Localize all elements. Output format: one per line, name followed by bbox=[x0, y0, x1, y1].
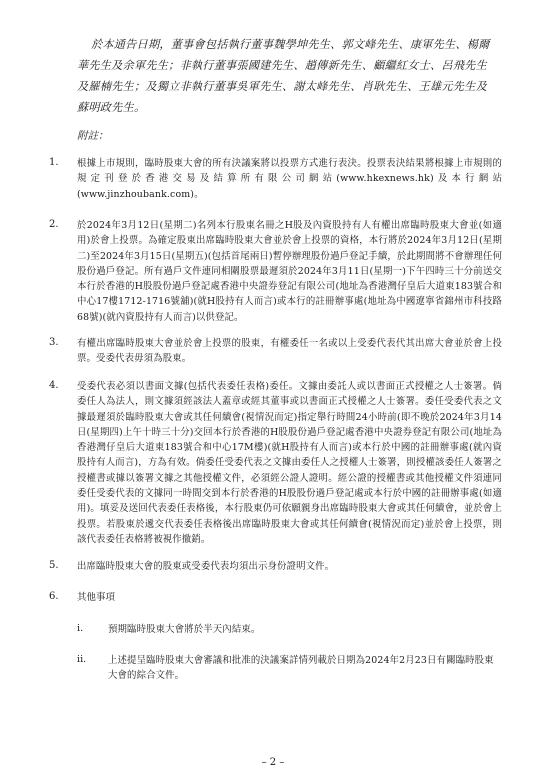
note-text: 有權出席臨時股東大會並於會上投票的股東，有權委任一名或以上受委代表代其出席大會並於會上投票。受委代表毋須為股東。 bbox=[77, 338, 502, 365]
subnote-text: 預期臨時股東大會將於半天內結束。 bbox=[108, 624, 261, 635]
note-text: 於2024年3月12日(星期二)名列本行股東名冊之H股及內資股持有人有權出席臨時股東大會並(如適用)於會上投票。為確定股東出席臨時股東大會並於會上投票的資格，本行將於2024年3月12日(星期二)至2024年3月15日(星期五)(包括首尾兩日)暫停辦理股份過戶登記手續，於此期間將不會辦理任何股份過戶登記。所有過戶文件連同相關股票最遲須於2024年3月11日(星期一)下午四時三十分前送交本行於香港的H股股份過戶登記處香港中央證券登記有限公司(地址為香港灣仔皇后大道東183號合和中心17樓1712-1716號舖)(就H股持有人而言)或本行的註冊辦事處(地址為中國遼寧省錦州市科技路68號)(就內資股持有人而言)以供登記。 bbox=[77, 220, 502, 323]
note-number: 3. bbox=[49, 337, 59, 348]
note-text: 根據上市規則，臨時股東大會的所有決議案將以投票方式進行表決。投票表決結果將根據上市規則的規定刊登於香港交易及結算所有限公司網站(www.hkexnews.hk)及本行網站(www.jinzhoubank.com)。 bbox=[77, 158, 502, 200]
note-text: 出席臨時股東大會的股東或受委代表均須出示身份證明文件。 bbox=[77, 561, 335, 572]
note-number: 2. bbox=[49, 219, 59, 230]
note-number: 1. bbox=[49, 157, 59, 168]
note-number: 6. bbox=[49, 591, 59, 602]
note-number: 5. bbox=[49, 560, 59, 571]
notes-heading: 附註： bbox=[77, 130, 109, 142]
board-composition-paragraph: 於本通告日期，董事會包括執行董事魏學坤先生、郭文峰先生、康軍先生、楊爾華先生及余軍先生；非執行董事張國建先生、趙傳新先生、顧繼紅女士、呂飛先生及羅楠先生；及獨立非執行董事吳軍先生、謝太峰先生、肖耿先生、王雄元先生及蘇明政先生。 bbox=[77, 38, 490, 114]
subnote-text: 上述提呈臨時股東大會審議和批准的決議案詳情列載於日期為2024年2月23日有關臨時股東大會的綜合文件。 bbox=[108, 655, 494, 682]
note-number: 4. bbox=[49, 380, 59, 391]
page-number: – 2 – bbox=[261, 757, 285, 768]
note-text: 受委代表必須以書面文據(包括代表委任表格)委任。文據由委託人或以書面正式授權之人士簽署。倘委任人為法人，則文據須經該法人蓋章或經其董事或以書面正式授權之人士簽署。委任受委代表之文據最遲須於臨時股東大會或其任何續會(視情況而定)指定舉行時間24小時前(即不晚於2024年3月14日(星期四)上午十時三十分)交回本行於香港的H股股份過戶登記處香港中央證券登記有限公司(地址為香港灣仔皇后大道東183號合和中心17M樓)(就H股持有人而言)或本行於中國的註冊辦事處(就內資股持有人而言)，方為有效。倘委任受委代表之文據由委任人之授權人士簽署，則授權該委任人簽署之授權書或據以簽署文據之其他授權文件，必須經公證人證明。經公證的授權書或其他授權文件須連同委任受委代表的文據同一時間交到本行於香港的H股股份過戶登記處或本行於中國的註冊辦事處(如適用)。填妥及送回代表委任表格後，本行股東仍可依願親身出席臨時股東大會或其任何續會，並於會上投票。若股東於遞交代表委任表格後出席臨時股東大會或其任何續會(視情況而定)並於會上投票，則該代表委任表格將被視作撤銷。 bbox=[77, 381, 502, 545]
subnote-number: i. bbox=[77, 623, 84, 634]
subnote-number: ii. bbox=[77, 654, 87, 665]
note-text: 其他事項 bbox=[77, 592, 116, 603]
